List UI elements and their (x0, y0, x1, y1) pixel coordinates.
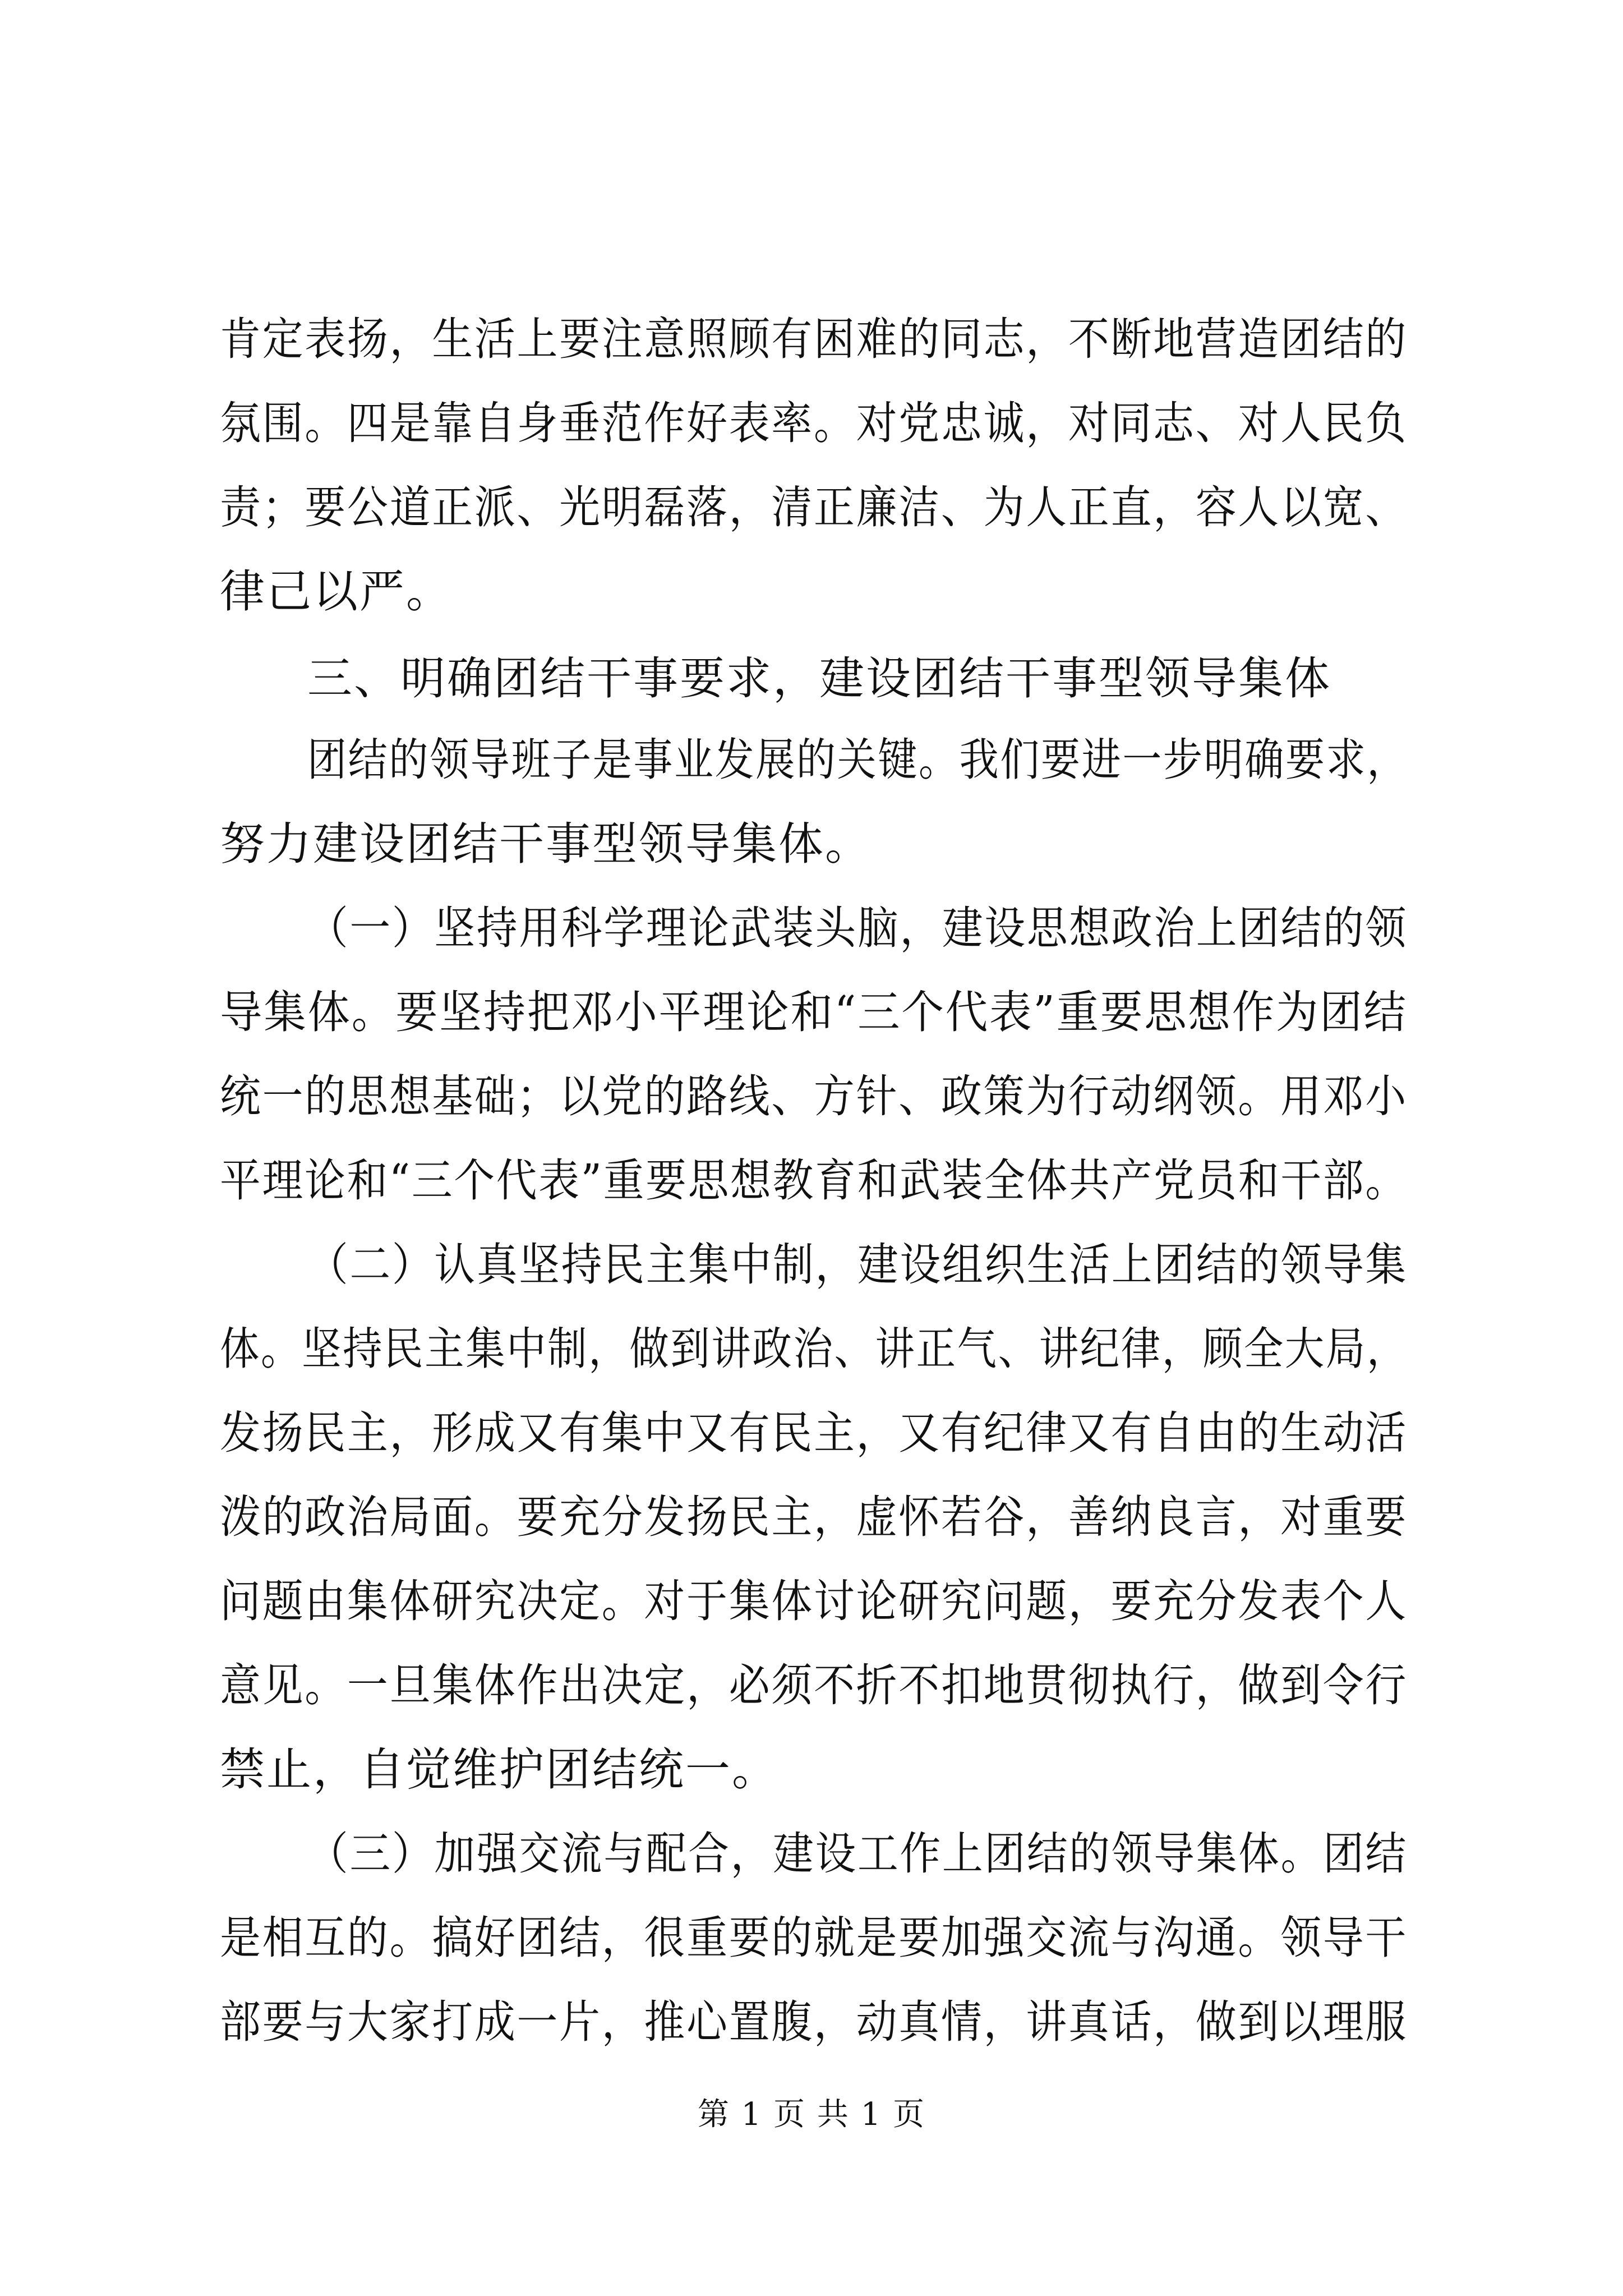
text-line: 问题由集体研究决定。对于集体讨论研究问题，要充分发表个人 (220, 1575, 1408, 1627)
text-line: 意见。一旦集体作出决定，必须不折不扣地贯彻执行，做到令行 (220, 1659, 1408, 1711)
text-line: 是相互的。搞好团结，很重要的就是要加强交流与沟通。领导干 (220, 1912, 1408, 1964)
text-line: 平理论和“三个代表”重要思想教育和武装全体共产党员和干部。 (220, 1154, 1408, 1207)
subsection-start: （三）加强交流与配合，建设工作上团结的领导集体。团结 (307, 1828, 1408, 1880)
subsection-start: （一）坚持用科学理论武装头脑，建设思想政治上团结的领 (307, 902, 1408, 954)
text-line: 努力建设团结干事型领导集体。 (220, 818, 872, 870)
text-line: 律己以严。 (220, 565, 453, 618)
text-line: 禁止，自觉维护团结统一。 (220, 1743, 778, 1796)
text-line: 氛围。四是靠自身垂范作好表率。对党忠诚，对同志、对人民负 (220, 397, 1408, 449)
text-line: 肯定表扬，生活上要注意照顾有困难的同志，不断地营造团结的 (220, 313, 1408, 365)
text-line: 责；要公道正派、光明磊落，清正廉洁、为人正直，容人以宽、 (220, 481, 1408, 533)
section-heading: 三、明确团结干事要求，建设团结干事型领导集体 (307, 652, 1331, 705)
subsection-start: （二）认真坚持民主集中制，建设组织生活上团结的领导集 (307, 1239, 1408, 1291)
text-line: 导集体。要坚持把邓小平理论和“三个代表”重要思想作为团结 (220, 986, 1408, 1038)
text-line: 统一的思想基础；以党的路线、方针、政策为行动纲领。用邓小 (220, 1070, 1408, 1122)
text-line: 团结的领导班子是事业发展的关键。我们要进一步明确要求， (307, 734, 1408, 786)
page-footer: 第 1 页 共 1 页 (697, 2096, 926, 2133)
text-line: 泼的政治局面。要充分发扬民主，虚怀若谷，善纳良言，对重要 (220, 1491, 1408, 1543)
text-line: 体。坚持民主集中制，做到讲政治、讲正气、讲纪律，顾全大局， (220, 1323, 1408, 1375)
text-line: 发扬民主，形成又有集中又有民主，又有纪律又有自由的生动活 (220, 1407, 1408, 1459)
text-line: 部要与大家打成一片，推心置腹，动真情，讲真话，做到以理服 (220, 1996, 1408, 2048)
